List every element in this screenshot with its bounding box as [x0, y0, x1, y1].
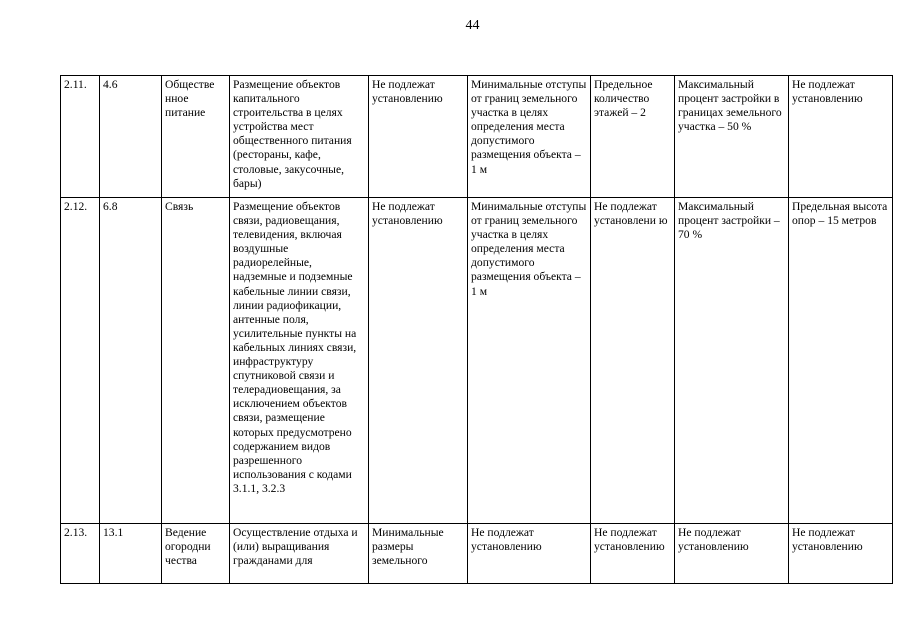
zoning-regulations-table [60, 75, 893, 584]
max-coverage: Максимальный процент застройки в границах земельного участка – 50 % [675, 76, 789, 198]
max-coverage: Не подлежат установлению [675, 524, 789, 584]
use-description: Размещение объектов связи, радиовещания, телевидения, включая воздушные радиорелейные, надземные и подземные кабельные линии связи, линии радиофикации, антенные поля, усилительные пункты на кабельных линиях связи, инфраструктуру спутниковой связи и телерадиовещания, за исключением объектов связи, размещение которых предусмотрено содержанием видов разрешенного использования с кодами 3.1.1, 3.2.3 [230, 198, 369, 524]
use-name: Обществе нное питание [162, 76, 230, 198]
table-row [61, 524, 893, 584]
page-number: 44 [465, 18, 480, 33]
use-code: 13.1 [100, 524, 162, 584]
row-number: 2.12. [61, 198, 100, 524]
min-plot-size: Не подлежат установлению [369, 76, 468, 198]
use-description: Размещение объектов капитального строительства в целях устройства мест общественного питания (рестораны, кафе, столовые, закусочные, бары) [230, 76, 369, 198]
use-description: Осуществление отдыха и (или) выращивания гражданами для [230, 524, 369, 584]
table-row [61, 76, 893, 198]
table-row [61, 198, 893, 524]
max-floors: Не подлежат установлени ю [591, 198, 675, 524]
min-setbacks: Не подлежат установлению [468, 524, 591, 584]
min-setbacks: Минимальные отступы от границ земельного участка в целях определения места допустимого размещения объекта – 1 м [468, 76, 591, 198]
other-params: Не подлежат установлению [789, 76, 893, 198]
use-code: 6.8 [100, 198, 162, 524]
row-number: 2.13. [61, 524, 100, 584]
use-name: Связь [162, 198, 230, 524]
other-params: Предельная высота опор – 15 метров [789, 198, 893, 524]
min-plot-size: Минимальные размеры земельного [369, 524, 468, 584]
row-number: 2.11. [61, 76, 100, 198]
use-code: 4.6 [100, 76, 162, 198]
use-name: Ведение огородни чества [162, 524, 230, 584]
other-params: Не подлежат установлению [789, 524, 893, 584]
max-coverage: Максимальный процент застройки – 70 % [675, 198, 789, 524]
max-floors: Не подлежат установлению [591, 524, 675, 584]
min-setbacks: Минимальные отступы от границ земельного участка в целях определения места допустимого размещения объекта – 1 м [468, 198, 591, 524]
max-floors: Предельное количество этажей – 2 [591, 76, 675, 198]
min-plot-size: Не подлежат установлению [369, 198, 468, 524]
